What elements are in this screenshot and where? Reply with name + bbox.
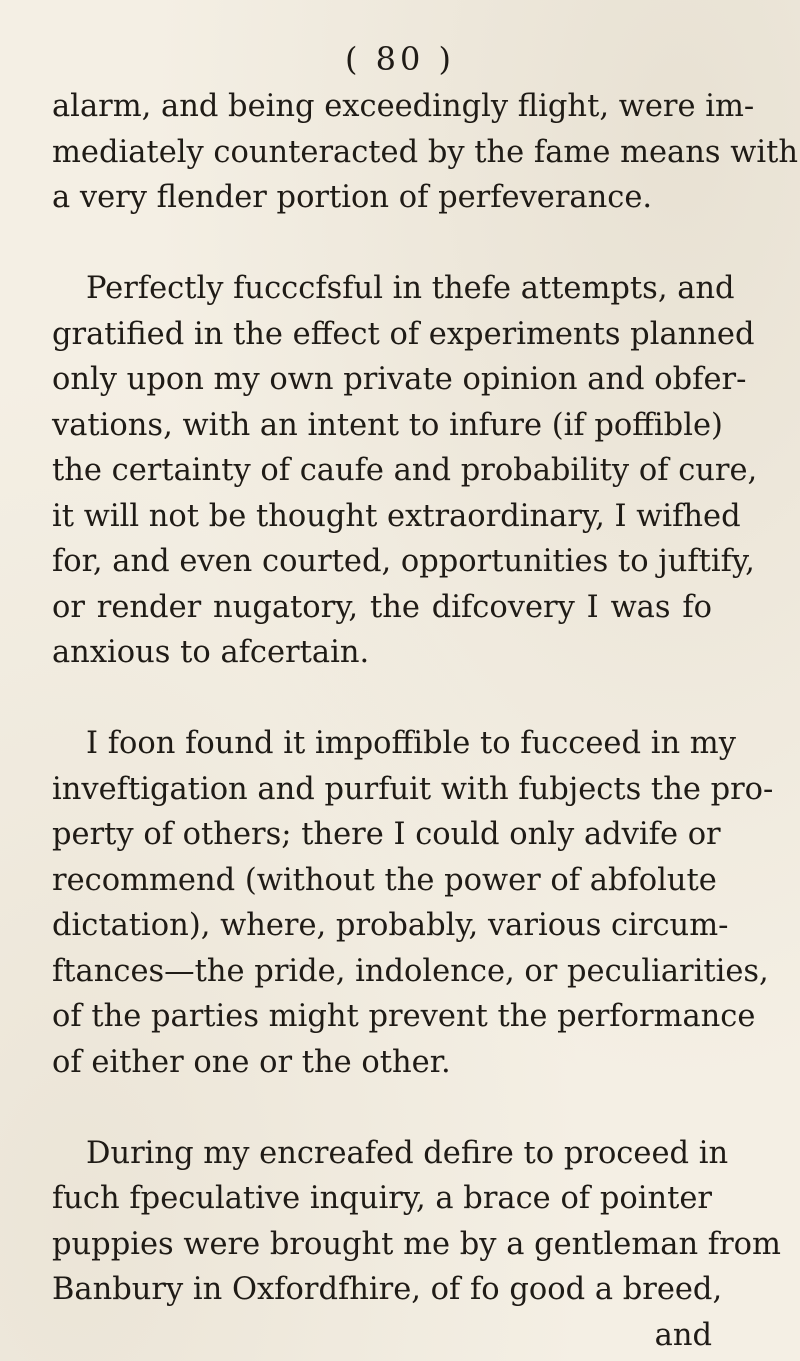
text-line: of the parties might prevent the performance [52, 999, 756, 1034]
paragraph-4 [52, 1131, 781, 1313]
text-line: a very flender portion of perfeverance. [52, 180, 653, 215]
text-line: Perfectly fucccfsful in thefe attempts, and [86, 271, 735, 306]
text-line: anxious to afcertain. [52, 635, 370, 670]
text-line: ftances—the pride, indolence, or peculiarities, [52, 953, 769, 989]
text-line: fuch fpeculative inquiry, a brace of pointer [52, 1181, 712, 1216]
text-line: only upon my own private opinion and obfer- [52, 362, 747, 397]
body-text [52, 84, 798, 1358]
text-line: inveftigation and purfuit with fubjects the pro- [52, 771, 774, 807]
text-line: vations, with an intent to infure (if poffible) [52, 407, 723, 443]
paragraph-gap [52, 676, 712, 722]
text-line: I foon found it impoffible to fucceed in my [86, 726, 736, 761]
paragraph-gap [52, 1085, 712, 1131]
text-line: or render nugatory, the difcovery I was fo [52, 589, 712, 625]
paragraph-3 [52, 721, 774, 1085]
paragraph-1 [52, 84, 798, 221]
text-line: puppies were brought me by a gentleman from [52, 1226, 781, 1262]
text-line: During my encreafed defire to proceed in [86, 1135, 729, 1171]
text-line: of either one or the other. [52, 1044, 451, 1080]
text-line: dictation), where, probably, various circum- [52, 908, 729, 943]
page-number: ( 80 ) [344, 40, 456, 78]
text-line: recommend (without the power of abfolute [52, 862, 717, 898]
text-line: alarm, and being exceedingly flight, were im- [52, 89, 755, 124]
text-line: it will not be thought extraordinary, I wifhed [52, 498, 741, 534]
text-line: the certainty of caufe and probability of cure, [52, 453, 758, 488]
text-line: gratified in the effect of experiments planned [52, 316, 755, 352]
paragraph-2 [52, 266, 758, 676]
text-line: perty of others; there I could only advife or [52, 817, 721, 852]
paragraph-gap [52, 221, 712, 267]
text-line: for, and even courted, opportunities to juftify, [52, 544, 755, 579]
catchword: and [654, 1317, 712, 1353]
text-line: mediately counteracted by the fame means with [52, 134, 798, 170]
text-line: Banbury in Oxfordfhire, of fo good a breed, [52, 1272, 723, 1307]
